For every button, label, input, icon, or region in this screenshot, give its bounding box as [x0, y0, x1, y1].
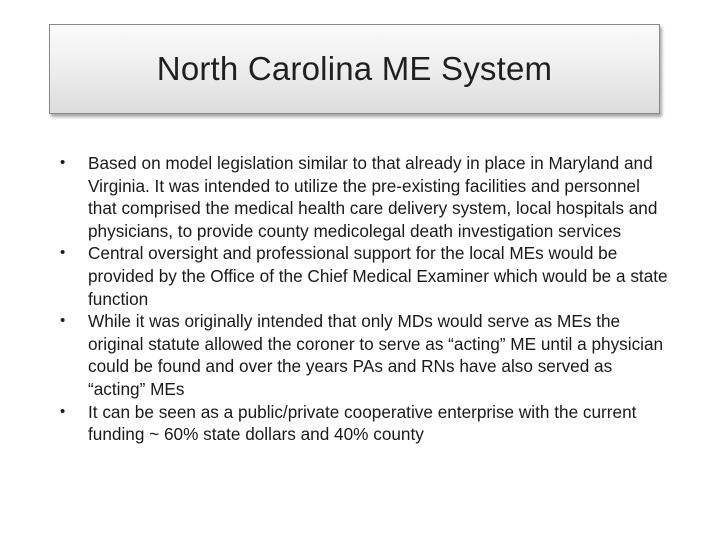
bullet-text: While it was originally intended that only MDs would serve as MEs the original statute allowed the coroner to serve as “acting” ME until a physician could be found and over the years PAs and RNs have also served as “acting” MEs	[88, 311, 664, 399]
bullet-item	[58, 152, 668, 242]
bullet-item	[58, 310, 668, 400]
bullet-item	[58, 401, 668, 446]
bullet-list	[58, 152, 668, 446]
bullet-icon: •	[60, 154, 66, 171]
bullet-icon: •	[60, 244, 66, 262]
bullet-icon: •	[60, 312, 66, 330]
title-box	[49, 24, 660, 114]
bullet-text: Central oversight and professional support for the local MEs would be provided by the Office of the Chief Medical Examiner which would be a state function	[88, 243, 668, 309]
bullet-icon: •	[60, 402, 66, 420]
bullet-text: It can be seen as a public/private cooperative enterprise with the current funding ~ 60% state dollars and 40% county	[88, 401, 637, 445]
slide-title: North Carolina ME System	[156, 50, 553, 87]
bullet-item	[58, 242, 668, 310]
bullet-text: Based on model legislation similar to that already in place in Maryland and Virginia. It was intended to utilize the pre-existing facilities and personnel that comprised the medical health care delivery system, local hospitals and physicians, to provide county medicolegal death investigation services	[88, 153, 658, 241]
